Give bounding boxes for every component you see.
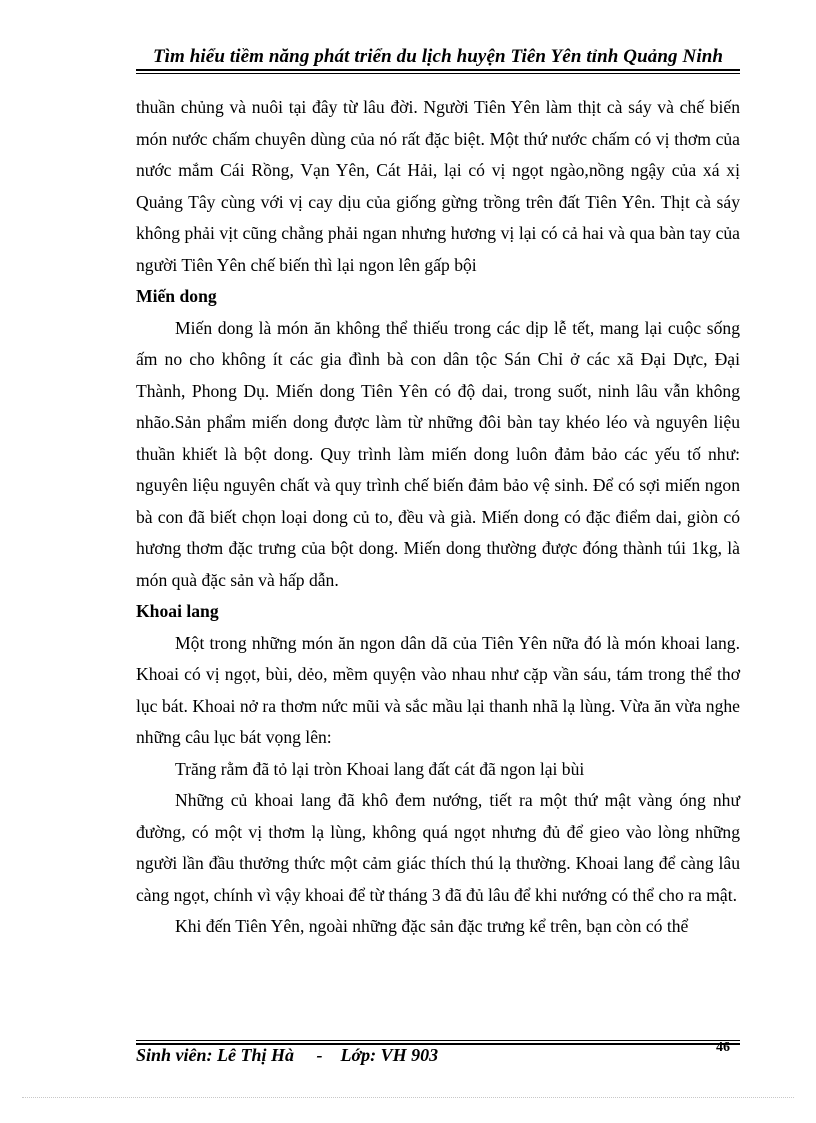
header-rule-thin <box>136 73 740 74</box>
paragraph-khoai-lang-2: Những củ khoai lang đã khô đem nướng, tiết ra một thứ mật vàng óng như đường, có một vị thơm lạ lùng, không quá ngọt nhưng đủ để gieo vào lòng những người lần đầu thưởng thức một cảm giác thích thú lạ thường. Khoai lang để càng lâu càng ngọt, chính vì vậy khoai để từ tháng 3 đã đủ lâu để khi nướng có thể cho ra mật. <box>136 790 740 905</box>
running-header-title: Tìm hiểu tiềm năng phát triển du lịch huyện Tiên Yên tỉnh Quảng Ninh <box>152 46 724 67</box>
paragraph-khoai-lang-3: Khi đến Tiên Yên, ngoài những đặc sản đặc trưng kể trên, bạn còn có thể <box>175 916 689 936</box>
footer-rule-thin <box>136 1040 740 1041</box>
paragraph-khoai-lang-1: Một trong những món ăn ngon dân dã của Tiên Yên nữa đó là món khoai lang. Khoai có vị ngọt, bùi, dẻo, mềm quyện vào nhau như cặp vần sáu, tám trong thể thơ lục bát. Khoai nở ra thơm nức mũi và sắc mầu lại thanh nhã lạ lùng. Vừa ăn vừa nghe những câu lục bát vọng lên: <box>136 632 740 747</box>
intro-paragraph: thuần chủng và nuôi tại đây từ lâu đời. Người Tiên Yên làm thịt cà sáy và chế biến món nước chấm chuyên dùng của nó rất đặc biệt. Một thứ nước chấm có vị thơm của nước mắm Cái Rồng, Vạn Yên, Cát Hải, lại có vị ngọt ngào,nồng ngậy của xá xị Quảng Tây cùng với vị cay dịu của giống gừng trồng trên đất Tiên Yên. Thịt cà sáy không phải vịt cũng chẳng phải ngan nhưng hương vị lại có cả hai và qua bàn tay của người Tiên Yên chế biến thì lại ngon lên gấp bội <box>136 97 740 275</box>
document-body <box>136 92 740 943</box>
verse-line: Trăng rằm đã tỏ lại tròn Khoai lang đất cát đã ngon lại bùi <box>175 758 585 779</box>
page-edge-divider <box>22 1097 794 1098</box>
footer-student-info: Sinh viên: Lê Thị Hà - Lớp: VH 903 <box>136 1045 439 1065</box>
heading-khoai-lang: Khoai lang <box>136 601 219 621</box>
header-rule-thick <box>136 69 740 71</box>
heading-mien-dong: Miến dong <box>136 286 217 306</box>
page-number: 46 <box>716 1040 730 1055</box>
paragraph-mien-dong: Miến dong là món ăn không thể thiếu trong các dịp lễ tết, mang lại cuộc sống ấm no cho không ít các gia đình bà con dân tộc Sán Chỉ ở các xã Đại Dực, Đại Thành, Phong Dụ. Miến dong Tiên Yên có độ dai, trong suốt, ninh lâu vẫn không nhão.Sản phẩm miến dong được làm từ những đôi bàn tay khéo léo và nguyên liệu thuần khiết là bột dong. Quy trình làm miến dong luôn đảm bảo các yếu tố như: nguyên liệu nguyên chất và quy trình chế biến đảm bảo vệ sinh. Để có sợi miến ngon bà con đã biết chọn loại dong củ to, đều và già. Miến dong có đặc điểm dai, giòn có hương thơm đặc trưng của bột dong. Miến dong thường được đóng thành túi 1kg, là món quà đặc sản và hấp dẫn. <box>136 317 740 590</box>
